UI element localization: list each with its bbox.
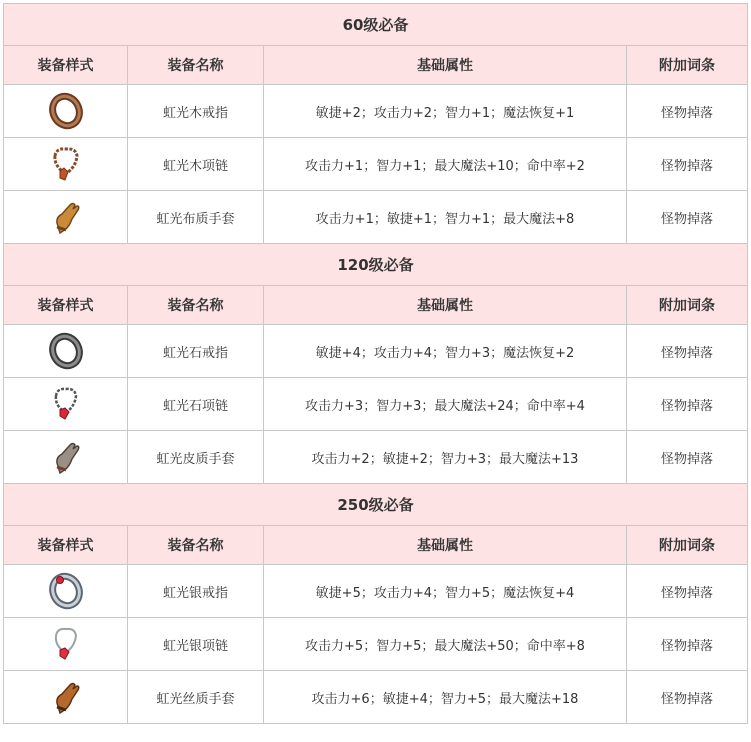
table-row xyxy=(4,325,748,378)
header-attrs: 基础属性 xyxy=(264,286,627,325)
item-name: 虹光木戒指 xyxy=(128,85,264,138)
header-extra: 附加词条 xyxy=(627,526,748,565)
item-extra: 怪物掉落 xyxy=(627,618,748,671)
item-attrs: 攻击力+5；智力+5；最大魔法+50；命中率+8 xyxy=(264,618,627,671)
gray-glove-icon xyxy=(46,437,86,477)
header-extra: 附加词条 xyxy=(627,286,748,325)
item-name: 虹光银戒指 xyxy=(128,565,264,618)
section-title: 120级必备 xyxy=(4,244,748,286)
item-extra: 怪物掉落 xyxy=(627,325,748,378)
item-extra: 怪物掉落 xyxy=(627,431,748,484)
item-extra: 怪物掉落 xyxy=(627,378,748,431)
section-title: 250级必备 xyxy=(4,484,748,526)
header-attrs: 基础属性 xyxy=(264,526,627,565)
table-row xyxy=(4,431,748,484)
item-extra: 怪物掉落 xyxy=(627,671,748,724)
header-row xyxy=(4,526,748,565)
header-style: 装备样式 xyxy=(4,46,128,85)
item-extra: 怪物掉落 xyxy=(627,138,748,191)
table-row xyxy=(4,191,748,244)
item-name: 虹光皮质手套 xyxy=(128,431,264,484)
item-name: 虹光石戒指 xyxy=(128,325,264,378)
item-style-cell xyxy=(4,378,128,431)
header-row xyxy=(4,286,748,325)
brown-necklace-icon xyxy=(46,144,86,184)
silver-necklace-icon xyxy=(46,624,86,664)
item-attrs: 攻击力+2；敏捷+2；智力+3；最大魔法+13 xyxy=(264,431,627,484)
table-row xyxy=(4,138,748,191)
table-row xyxy=(4,671,748,724)
item-name: 虹光布质手套 xyxy=(128,191,264,244)
item-attrs: 攻击力+3；智力+3；最大魔法+24；命中率+4 xyxy=(264,378,627,431)
header-extra: 附加词条 xyxy=(627,46,748,85)
item-name: 虹光石项链 xyxy=(128,378,264,431)
item-style-cell xyxy=(4,325,128,378)
header-row xyxy=(4,46,748,85)
item-attrs: 攻击力+1；智力+1；最大魔法+10；命中率+2 xyxy=(264,138,627,191)
item-style-cell xyxy=(4,138,128,191)
item-style-cell xyxy=(4,191,128,244)
item-name: 虹光木项链 xyxy=(128,138,264,191)
stone-ring-icon xyxy=(46,331,86,371)
item-attrs: 敏捷+5；攻击力+4；智力+5；魔法恢复+4 xyxy=(264,565,627,618)
item-name: 虹光银项链 xyxy=(128,618,264,671)
item-style-cell xyxy=(4,565,128,618)
item-style-cell xyxy=(4,671,128,724)
brown-ring-icon xyxy=(46,91,86,131)
table-row xyxy=(4,618,748,671)
header-attrs: 基础属性 xyxy=(264,46,627,85)
table-row xyxy=(4,378,748,431)
item-style-cell xyxy=(4,85,128,138)
header-name: 装备名称 xyxy=(128,46,264,85)
item-attrs: 攻击力+1；敏捷+1；智力+1；最大魔法+8 xyxy=(264,191,627,244)
header-name: 装备名称 xyxy=(128,286,264,325)
table-row xyxy=(4,565,748,618)
header-style: 装备样式 xyxy=(4,286,128,325)
item-attrs: 攻击力+6；敏捷+4；智力+5；最大魔法+18 xyxy=(264,671,627,724)
header-name: 装备名称 xyxy=(128,526,264,565)
header-style: 装备样式 xyxy=(4,526,128,565)
silk-glove-icon xyxy=(46,677,86,717)
item-name: 虹光丝质手套 xyxy=(128,671,264,724)
section-title: 60级必备 xyxy=(4,4,748,46)
equipment-table xyxy=(3,3,748,724)
brown-glove-icon xyxy=(46,197,86,237)
silver-ring-icon xyxy=(46,571,86,611)
red-necklace-icon xyxy=(46,384,86,424)
section-row-60 xyxy=(4,4,748,46)
table-row xyxy=(4,85,748,138)
item-style-cell xyxy=(4,431,128,484)
section-row-120 xyxy=(4,244,748,286)
section-row-250 xyxy=(4,484,748,526)
item-extra: 怪物掉落 xyxy=(627,565,748,618)
item-attrs: 敏捷+4；攻击力+4；智力+3；魔法恢复+2 xyxy=(264,325,627,378)
item-attrs: 敏捷+2；攻击力+2；智力+1；魔法恢复+1 xyxy=(264,85,627,138)
item-extra: 怪物掉落 xyxy=(627,191,748,244)
item-style-cell xyxy=(4,618,128,671)
item-extra: 怪物掉落 xyxy=(627,85,748,138)
